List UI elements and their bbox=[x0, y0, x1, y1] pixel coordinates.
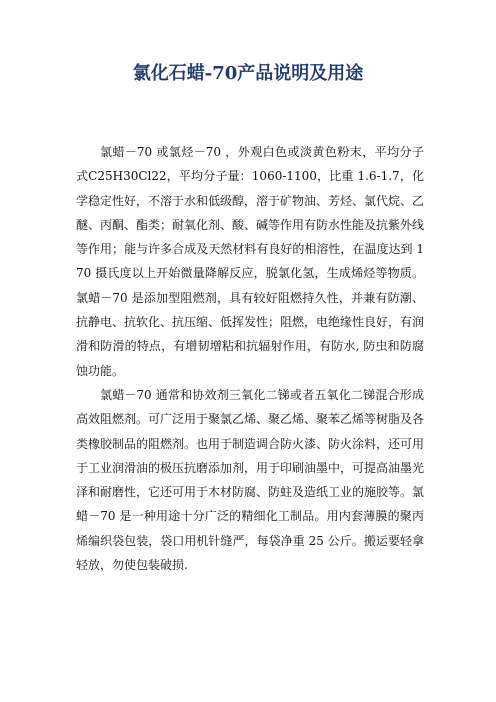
document-title: 氯化石蜡-70产品说明及用途 bbox=[132, 63, 364, 84]
paragraph-properties: 氯蜡－70 或氯烃－70 ，外观白色或淡黄色粉末，平均分子式C25H30Cl22，平均分子量：1060-1100，比重 1.6-1.7，化学稳定性好，不溶于水和低级醇，溶于矿物油、芳烃、氯代烷、乙醚、丙酮、酯类；耐氧化剂、酸、碱等作用有防水性能及抗紫外线等作用；能与许多合成及天然材料有良好的相溶性，在温度达到 170 摄氏度以上开始微量降解反应，脱氯化氢，生成烯烃等物质。氯蜡－70 是添加型阻燃剂，具有较好阻燃持久性，并兼有防潮、抗静电、抗软化、抗压缩、低挥发性；阻燃，电绝缘性良好，有润滑和防滑的特点，有增韧增粘和抗辐射作用，有防水, 防虫和防腐蚀功能。 bbox=[76, 145, 425, 378]
paragraph-applications: 氯蜡－70 通常和协效剂三氧化二锑或者五氧化二锑混合形成高效阻燃剂。可广泛用于聚氯乙烯、聚乙烯、聚苯乙烯等树脂及各类橡胶制品的阻燃剂。也用于制造调合防火漆、防火涂料，还可用于工业润滑油的极压抗磨添加剂，用于印刷油墨中，可提高油墨光泽和耐磨性，它还可用于木材防腐、防蛀及造纸工业的施胶等。氯蜡－70 是一种用途十分广泛的精细化工制品。用内套薄膜的聚丙烯编织袋包装，袋口用机针缝严，每袋净重 25 公斤。搬运要轻拿轻放，勿使包装破损. bbox=[76, 387, 425, 573]
document-body bbox=[76, 140, 424, 577]
